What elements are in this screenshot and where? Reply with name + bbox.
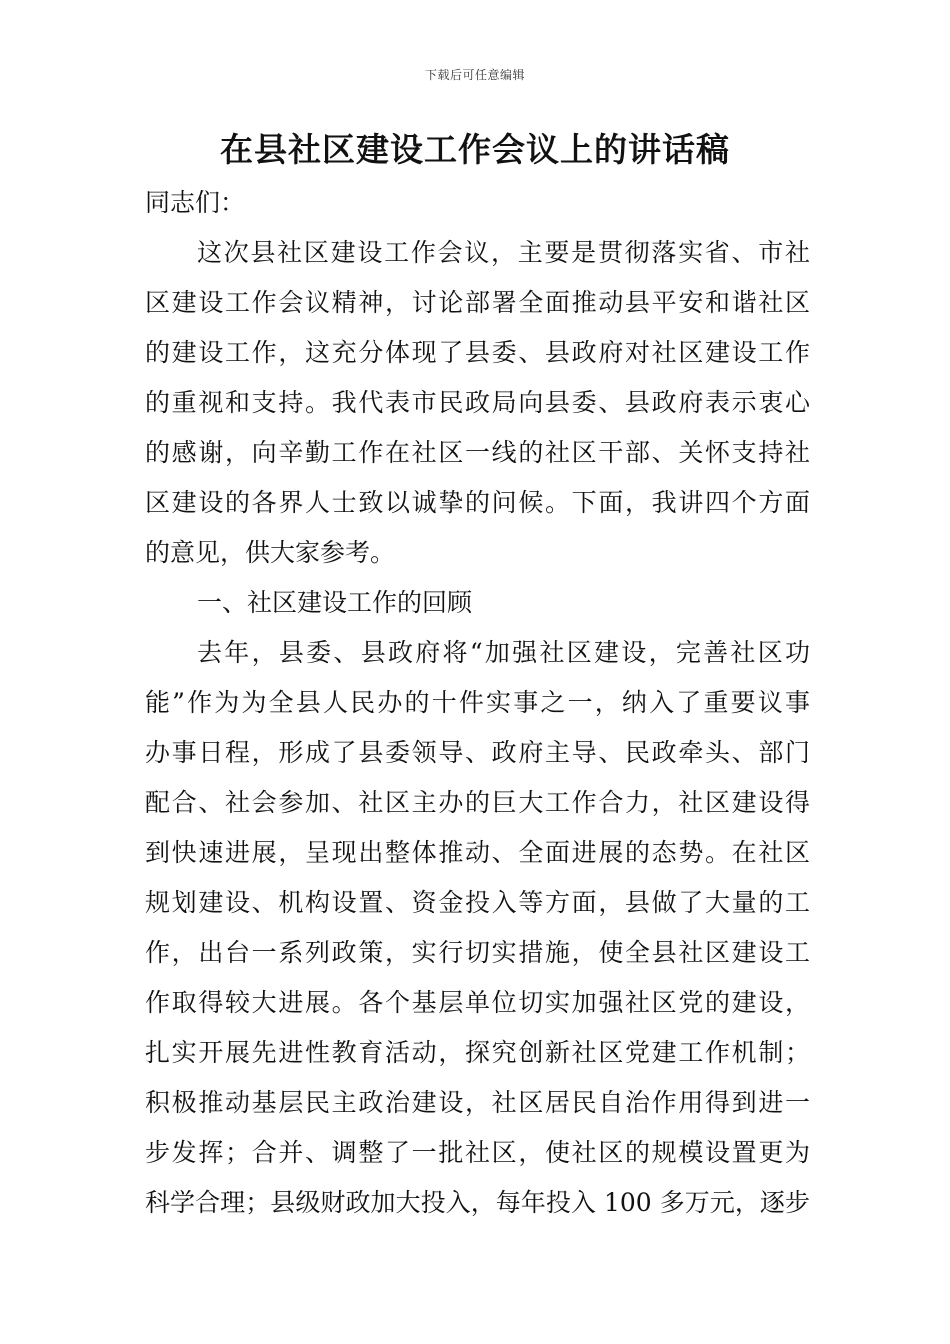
document-body (145, 178, 810, 1228)
body-line: 能”作为为全县人民办的十件实事之一，纳入了重要议事 (145, 688, 810, 717)
body-line: 区建设工作会议精神，讨论部署全面推动县平安和谐社区 (145, 288, 810, 317)
body-line: 区建设的各界人士致以诚挚的问候。下面，我讲四个方面 (145, 488, 810, 517)
body-line: 作取得较大进展。各个基层单位切实加强社区党的建设， (145, 988, 810, 1017)
body-line: 办事日程，形成了县委领导、政府主导、民政牵头、部门 (145, 738, 810, 767)
body-line: 积极推动基层民主政治建设，社区居民自治作用得到进一 (145, 1088, 810, 1117)
body-line: 科学合理；县级财政加大投入，每年投入 100 多万元，逐步 (145, 1188, 810, 1217)
body-line: 步发挥；合并、调整了一批社区，使社区的规模设置更为 (145, 1138, 810, 1167)
body-line: 的建设工作，这充分体现了县委、县政府对社区建设工作 (145, 338, 810, 367)
body-line: 作，出台一系列政策，实行切实措施，使全县社区建设工 (145, 938, 810, 967)
body-line: 到快速进展，呈现出整体推动、全面进展的态势。在社区 (145, 838, 810, 867)
body-line: 规划建设、机构设置、资金投入等方面，县做了大量的工 (145, 888, 810, 917)
body-line: 配合、社会参加、社区主办的巨大工作合力，社区建设得 (145, 788, 810, 817)
document-title: 在县社区建设工作会议上的讲话稿 (220, 130, 730, 169)
header-note: 下载后可任意编辑 (424, 68, 525, 82)
section-heading: 一、社区建设工作的回顾 (197, 588, 473, 617)
salutation: 同志们： (145, 188, 246, 217)
body-line: 的意见，供大家参考。 (145, 538, 396, 567)
body-line: 去年，县委、县政府将“加强社区建设，完善社区功 (197, 638, 810, 667)
body-line: 这次县社区建设工作会议，主要是贯彻落实省、市社 (197, 238, 810, 267)
body-line: 扎实开展先进性教育活动，探究创新社区党建工作机制； (145, 1038, 810, 1067)
body-line: 的重视和支持。我代表市民政局向县委、县政府表示衷心 (145, 388, 810, 417)
body-line: 的感谢，向辛勤工作在社区一线的社区干部、关怀支持社 (145, 438, 810, 467)
